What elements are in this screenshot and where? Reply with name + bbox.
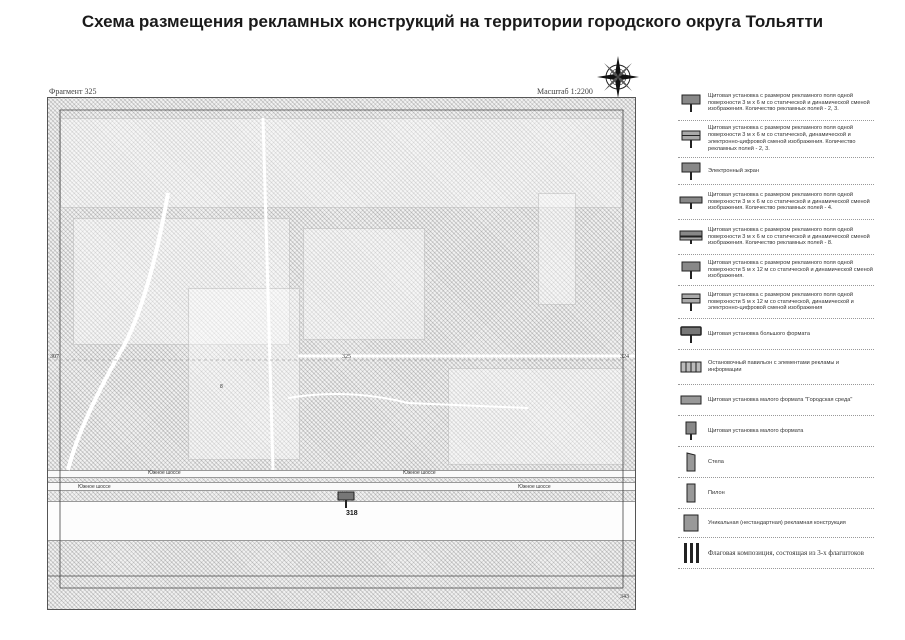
legend-text: Флаговая композиция, состоящая из 3-х флагштоков <box>708 548 864 557</box>
billboard-8-fields-icon <box>678 230 704 244</box>
road-label: Южное шоссе <box>403 470 436 476</box>
legend-text: Щитовая установка с размером рекламного поля одной поверхности 3 м х 6 м со статической и динамической сменой изображения. Количество рекламных полей - 8. <box>708 226 870 247</box>
stela-icon <box>678 451 704 473</box>
legend-text: Щитовая установка малого формата <box>708 427 804 434</box>
legend-item <box>678 538 874 569</box>
road-label: Южное шоссе <box>518 484 551 490</box>
legend-text: Стела <box>708 458 724 465</box>
flag-composition-icon <box>678 542 704 564</box>
legend-text: Щитовая установка малого формата "Городская среда" <box>708 396 853 403</box>
legend-item <box>678 185 874 220</box>
legend-item <box>678 416 874 447</box>
scale-label: Масштаб 1:2200 <box>537 87 593 96</box>
grid-number: 307 <box>50 354 59 360</box>
legend-item <box>678 86 874 121</box>
road-label: Южное шоссе <box>148 470 181 476</box>
legend-item <box>678 385 874 416</box>
legend-item <box>678 478 874 509</box>
legend-text: Щитовая установка с размером рекламного поля одной поверхности 5 м х 12 м со статической, динамической и электронно-цифровой сменой изображения <box>708 291 854 312</box>
legend-text: Щитовая установка с размером рекламного поля одной поверхности 3 м х 6 м со статической и динамической сменой изображения. Количество рекламных полей - 4. <box>708 191 870 212</box>
pylon-icon <box>678 482 704 504</box>
legend-text: Щитовая установка с размером рекламного поля одной поверхности 5 м х 12 м со статической и динамической сменой изображения. <box>708 259 873 280</box>
grid-number: 325 <box>342 354 351 360</box>
legend-text: Остановочный павильон с элементами рекламы и информации <box>708 360 840 373</box>
billboard-marker-icon[interactable] <box>337 491 355 509</box>
legend-text: Щитовая установка с размером рекламного поля одной поверхности 3 м х 6 м со статической и динамической сменой изображения. Количество рекламных полей - 2, 3. <box>708 92 870 113</box>
billboard-number[interactable]: 318 <box>346 510 358 517</box>
fragment-label: Фрагмент 325 <box>49 87 97 96</box>
block-label: 8 <box>220 384 223 390</box>
legend-item <box>678 121 874 158</box>
unique-construction-icon <box>678 513 704 533</box>
grid-number: 324 <box>620 354 629 360</box>
legend-item <box>678 255 874 286</box>
legend-text: Электронный экран <box>708 167 759 174</box>
large-format-icon <box>678 324 704 344</box>
legend-item <box>678 286 874 319</box>
billboard-3x6-digital-icon <box>678 129 704 149</box>
legend-item <box>678 158 874 185</box>
billboard-5x12-icon <box>678 260 704 280</box>
billboard-3x6-icon <box>678 93 704 113</box>
pavilion-icon <box>678 360 704 374</box>
legend-item <box>678 447 874 478</box>
legend-item <box>678 509 874 538</box>
electronic-screen-icon <box>678 161 704 181</box>
grid-number: 343 <box>620 594 629 600</box>
legend-text: Уникальная (нестандартная) рекламная конструкция <box>708 519 846 526</box>
legend-text: Щитовая установка с размером рекламного поля одной поверхности 3 м х 6 м со статической, динамической и электронно-цифровой сменой изображения. Количество рекламных полей - 2, 3. <box>708 125 856 152</box>
legend-item <box>678 319 874 350</box>
legend-text: Пилон <box>708 489 725 496</box>
map-area[interactable] <box>47 97 636 610</box>
legend-item <box>678 220 874 255</box>
billboard-4-fields-icon <box>678 195 704 209</box>
billboard-5x12-digital-icon <box>678 292 704 312</box>
compass-rose-icon <box>596 55 640 99</box>
small-format-icon <box>678 421 704 441</box>
legend-text: Щитовая установка большого формата <box>708 330 810 337</box>
legend <box>678 86 874 569</box>
road-label: Южное шоссе <box>78 484 111 490</box>
page-title: Схема размещения рекламных конструкций на территории городского округа Тольятти <box>81 12 824 31</box>
legend-item <box>678 350 874 385</box>
small-format-city-icon <box>678 394 704 406</box>
